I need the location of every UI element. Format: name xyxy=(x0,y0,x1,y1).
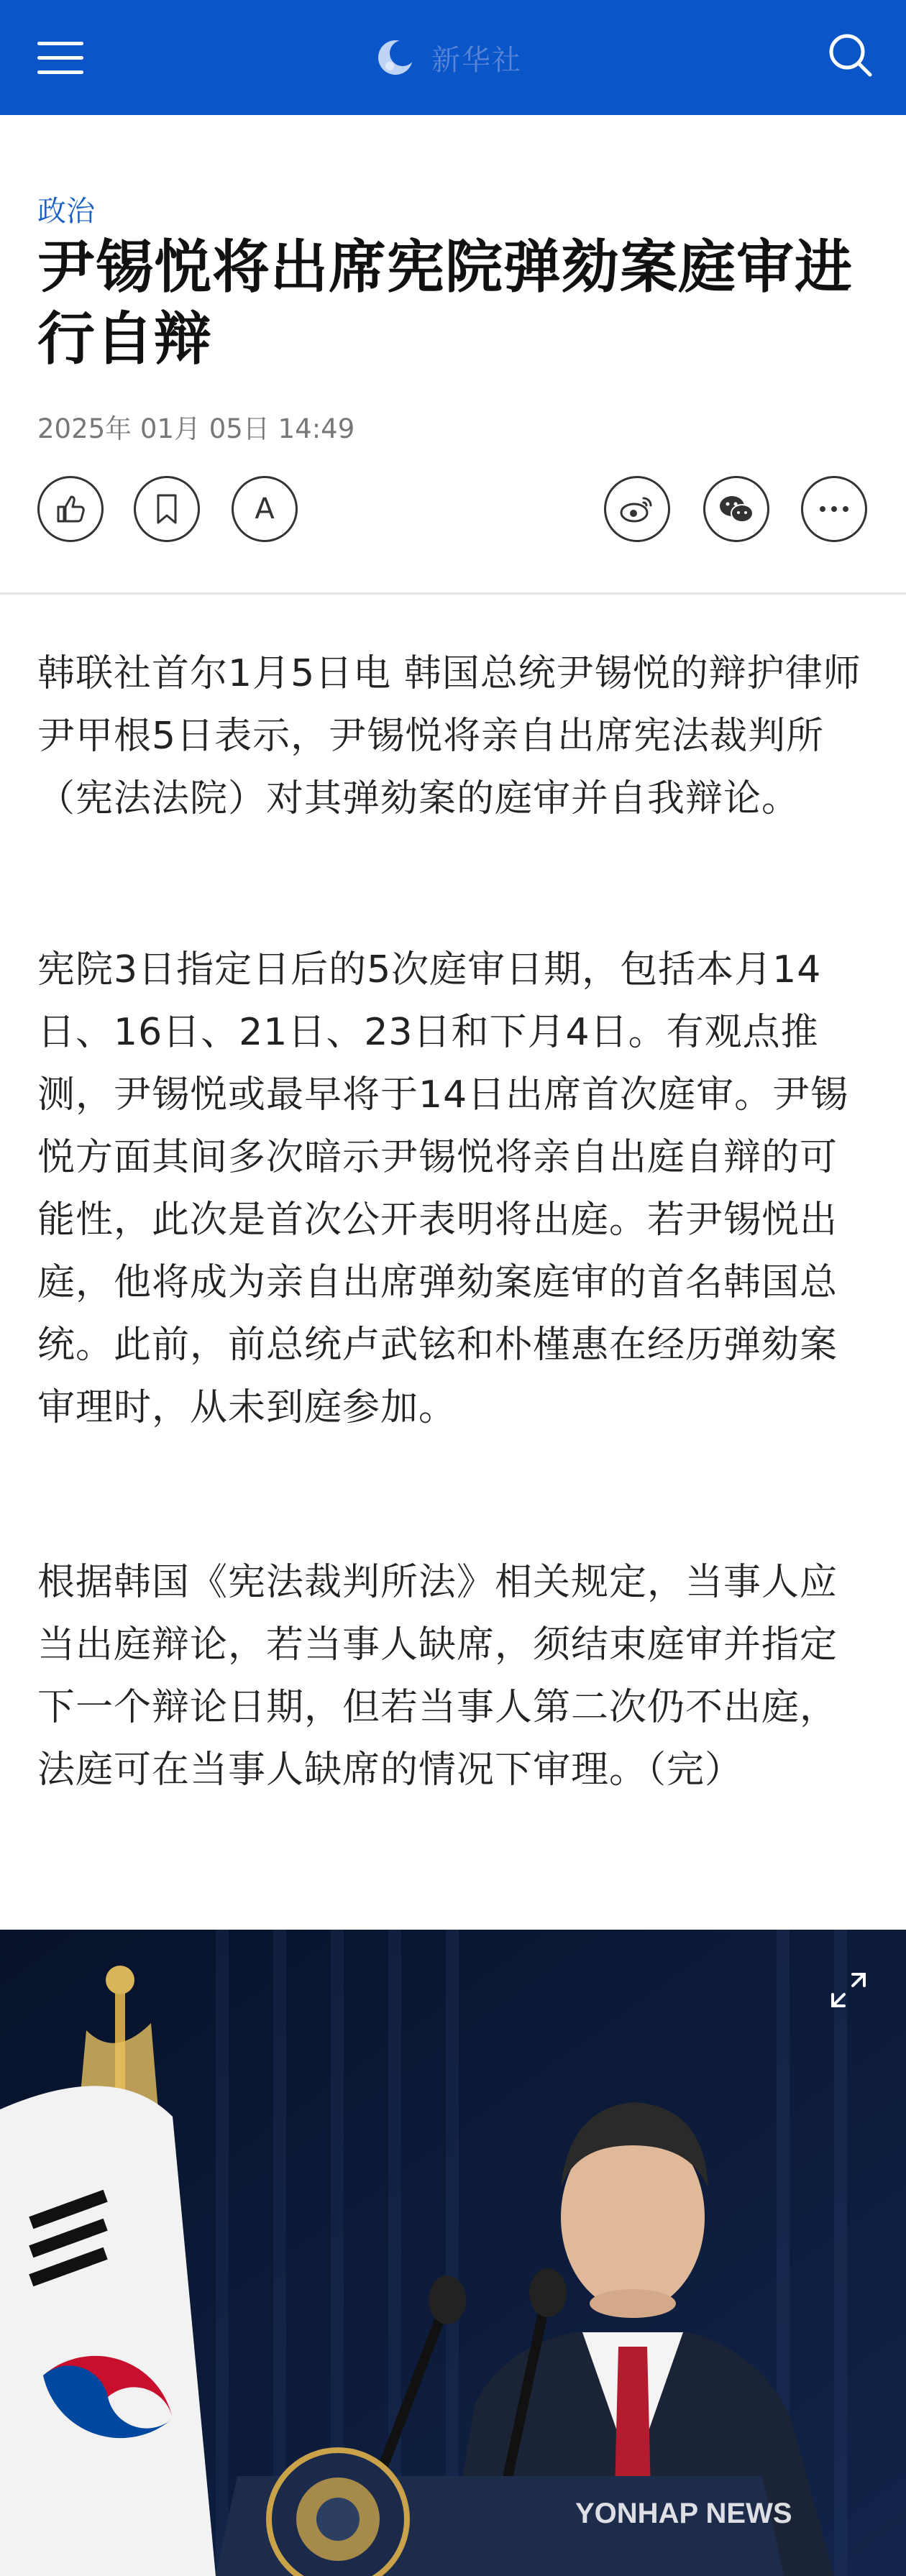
font-size-label: A xyxy=(255,492,275,526)
article-photo[interactable] xyxy=(0,1930,906,2576)
header-divider xyxy=(0,592,906,595)
thumbs-up-icon xyxy=(54,492,87,526)
hamburger-menu-icon[interactable] xyxy=(37,42,83,75)
article-paragraph-2: 宪院3日指定日后的5次庭审日期，包括本月14日、16日、21日、23日和下月4日。有观点推测，尹锡悦或最早将于14日出席首次庭审。尹锡悦方面其间多次暗示尹锡悦将亲自出庭自辩的可能性，此次是首次公开表明将出庭。若尹锡悦出庭，他将成为亲自出席弹劾案庭审的首名韩国总统。此前，前总统卢武铉和朴槿惠在经历弹劾案审理时，从未到庭参加。 xyxy=(37,948,849,1429)
expand-icon[interactable] xyxy=(825,1967,871,2013)
share-wechat-button[interactable] xyxy=(703,476,769,542)
publish-date: 2025年 01月 05日 14:49 xyxy=(37,413,355,444)
weibo-icon xyxy=(619,494,655,524)
bookmark-button[interactable] xyxy=(134,476,200,542)
share-weibo-button[interactable] xyxy=(604,476,670,542)
like-button[interactable] xyxy=(37,476,104,542)
wechat-icon xyxy=(718,493,755,525)
search-icon[interactable] xyxy=(827,32,873,78)
app-logo-label: 新华社 xyxy=(431,44,522,77)
article-title: 尹锡悦将出席宪院弹劾案庭审进行自辩 xyxy=(37,234,853,372)
photo-watermark: YONHAP NEWS xyxy=(575,2498,792,2529)
more-icon xyxy=(818,505,850,513)
article-category[interactable]: 政治 xyxy=(37,195,95,228)
photo-illustration xyxy=(0,1930,906,2576)
more-button[interactable] xyxy=(801,476,867,542)
font-size-button[interactable] xyxy=(232,476,298,542)
article-paragraph-1: 韩联社首尔1月5日电 韩国总统尹锡悦的辩护律师尹甲根5日表示，尹锡悦将亲自出席宪法裁判所（宪法法院）对其弹劾案的庭审并自我辩论。 xyxy=(37,652,861,820)
top-navigation-bar xyxy=(0,0,906,115)
article-paragraph-3: 根据韩国《宪法裁判所法》相关规定，当事人应当出庭辩论，若当事人缺席，须结束庭审并指定下一个辩论日期，但若当事人第二次仍不出庭，法庭可在当事人缺席的情况下审理。（完） xyxy=(37,1561,838,1792)
bookmark-icon xyxy=(152,492,181,526)
